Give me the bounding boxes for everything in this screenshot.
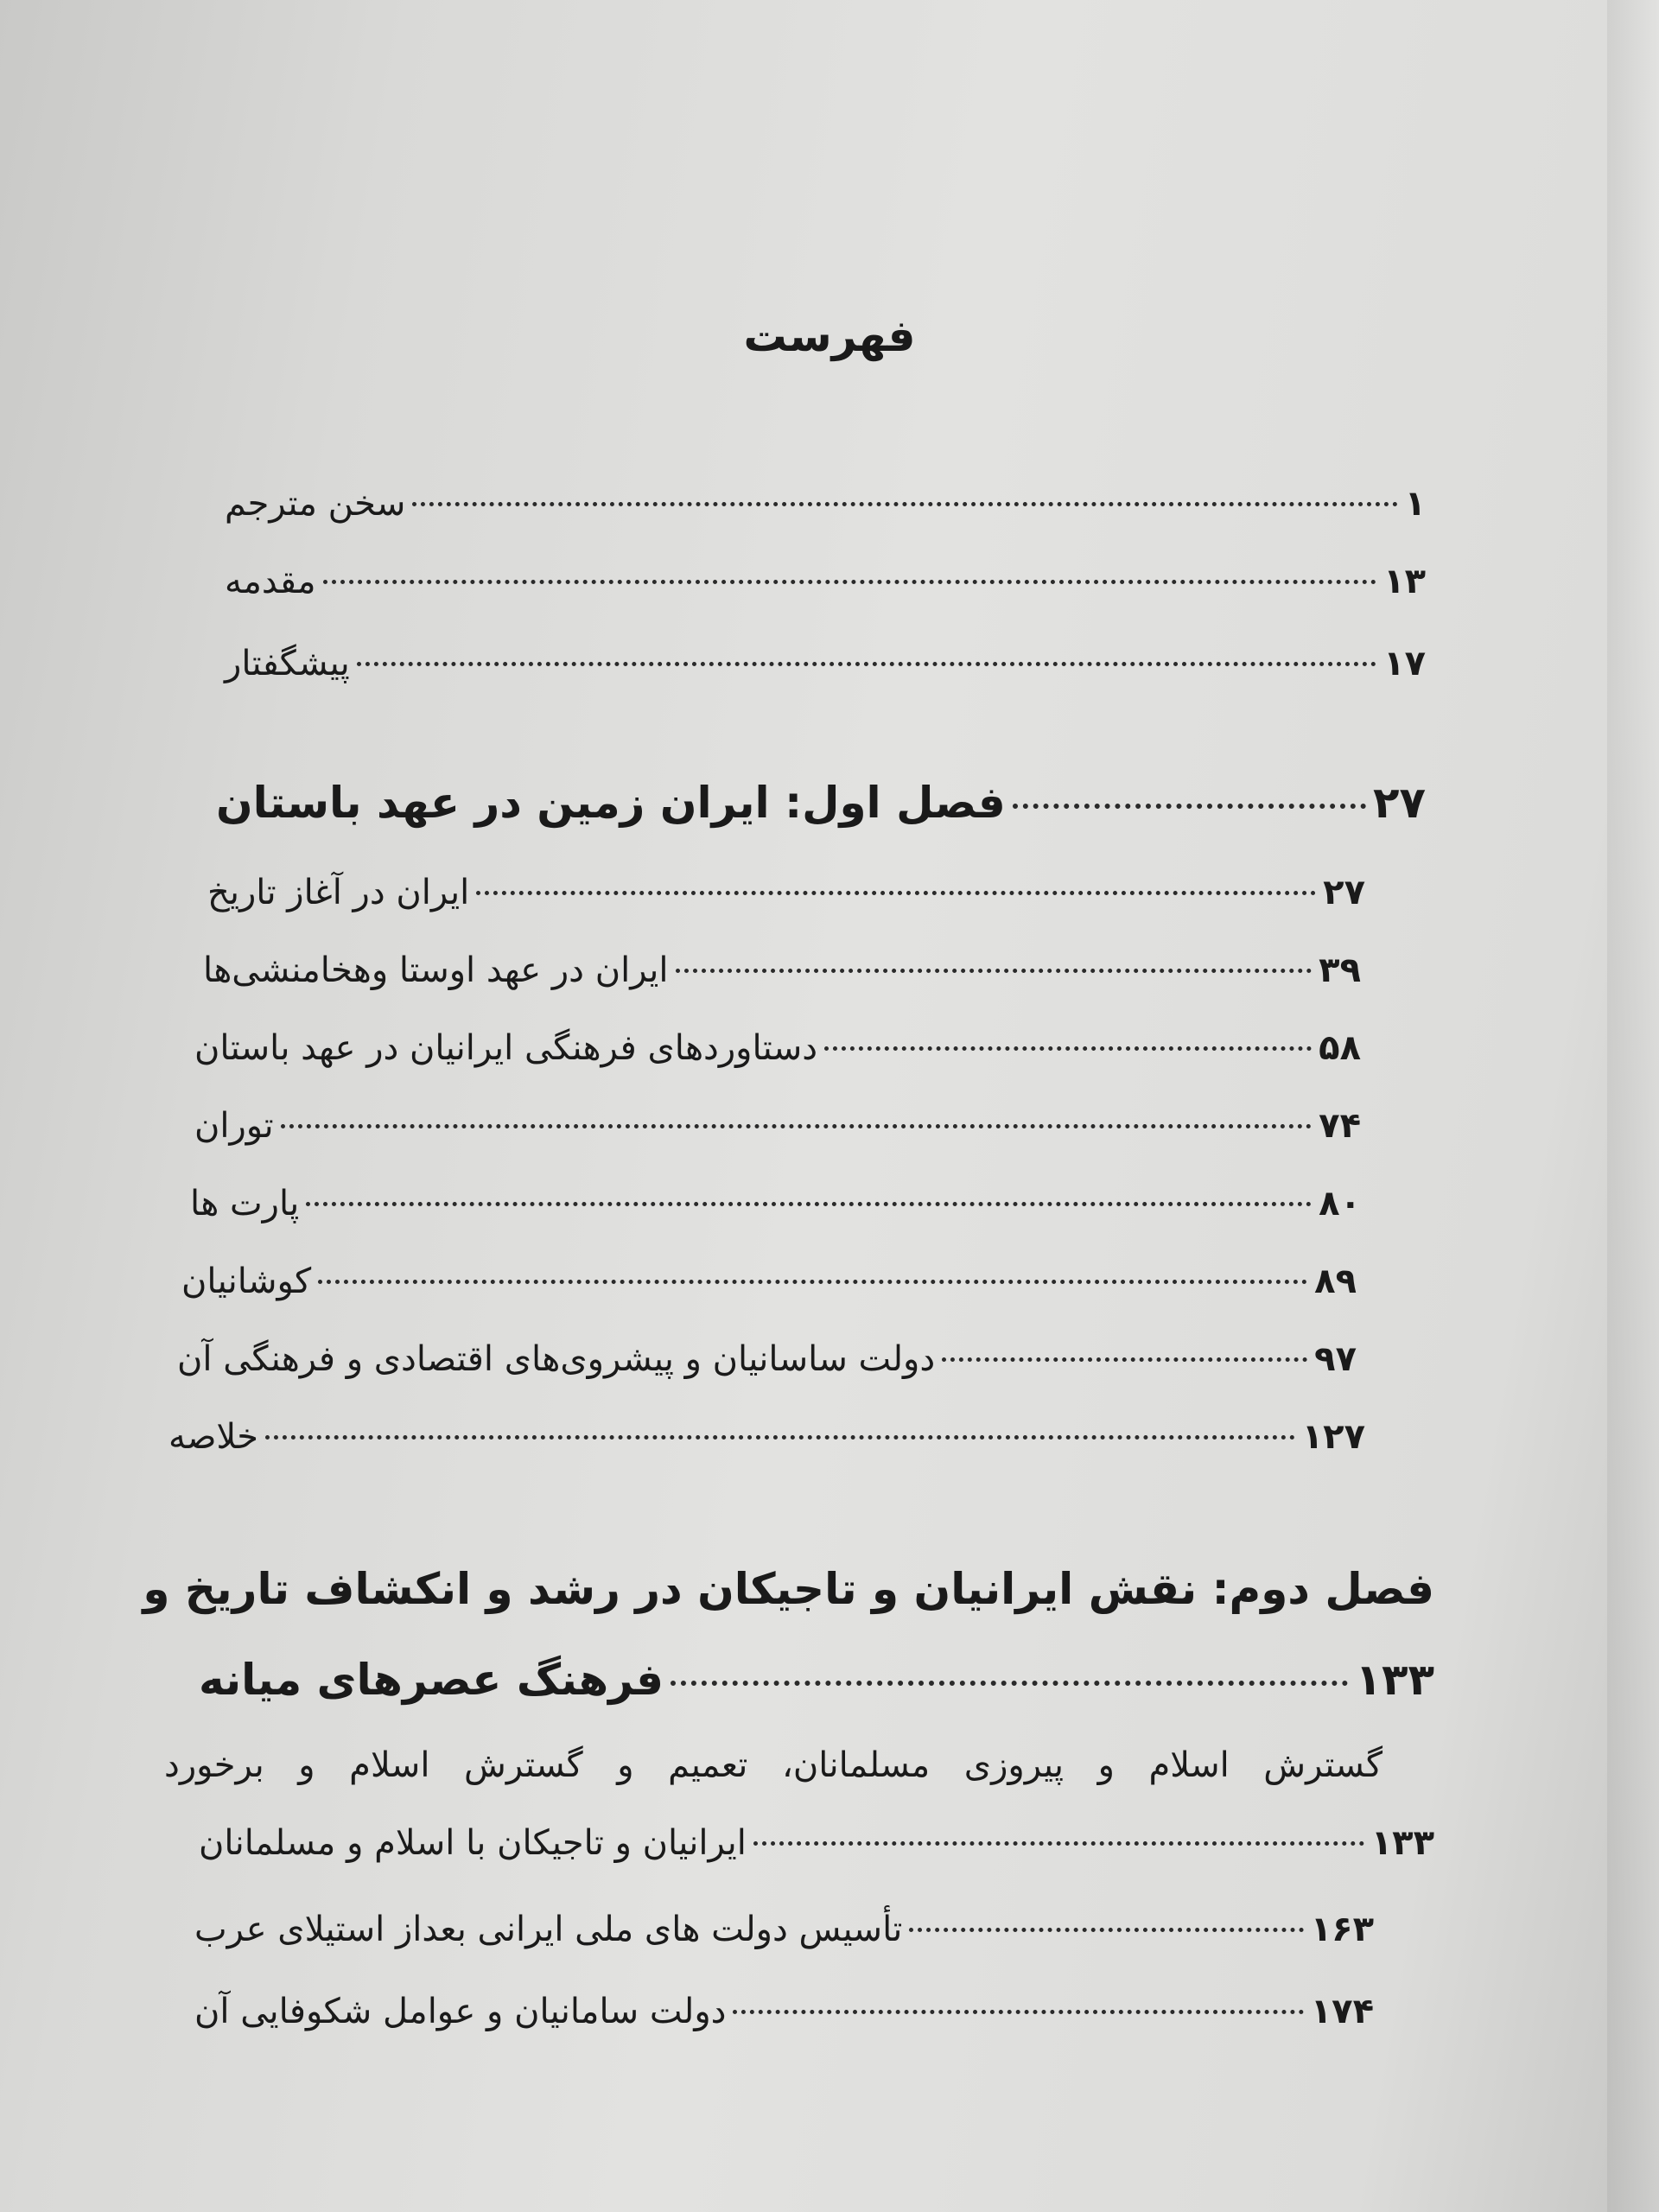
toc-entry-translator-note [225, 484, 1426, 524]
leader-dots [281, 1124, 1313, 1128]
toc-entry-preface [225, 644, 1426, 683]
section-label: ایران در عهد اوستا وهخامنشی‌ها [203, 950, 669, 990]
section-page: ۱۷۴ [1310, 1992, 1374, 2031]
leader-dots [323, 580, 1377, 584]
toc-section [168, 1417, 1365, 1457]
section-label: خلاصه [168, 1417, 259, 1457]
leader-dots [733, 2010, 1303, 2014]
leader-dots [753, 1841, 1364, 1846]
entry-page: ۱۷ [1383, 644, 1426, 683]
section-label: دولت سامانیان و عوامل شکوفایی آن [194, 1992, 727, 2031]
leader-dots [265, 1435, 1295, 1440]
section-page: ۸۰ [1319, 1184, 1361, 1224]
entry-label: مقدمه [225, 562, 316, 601]
chapter-2-title-line-1: فصل دوم: نقش ایرانیان و تاجیکان در رشد و انکشاف تاریخ و [143, 1564, 1434, 1614]
section-label: دولت ساسانیان و پیشروی‌های اقتصادی و فرهنگی آن [177, 1339, 936, 1379]
show-through-texture [259, 52, 1469, 1348]
toc-section [207, 873, 1365, 912]
chapter-title: فرهنگ عصرهای میانه [199, 1655, 664, 1705]
section-page: ۹۷ [1314, 1339, 1357, 1379]
leader-dots [909, 1928, 1303, 1932]
entry-page: ۱ [1404, 484, 1426, 524]
toc-entry-introduction [225, 562, 1426, 601]
section-label-line-1: گسترش اسلام و پیروزی مسلمانان، تعمیم و گسترش اسلام و برخورد [164, 1745, 1382, 1785]
section-label: ایران در آغاز تاریخ [207, 873, 470, 912]
section-page: ۸۹ [1314, 1262, 1357, 1301]
toc-section [203, 950, 1361, 990]
chapter-page: ۱۳۳ [1355, 1655, 1434, 1705]
leader-dots [476, 891, 1316, 895]
toc-section [194, 1910, 1374, 1949]
toc-section [181, 1262, 1357, 1301]
leader-dots [824, 1046, 1312, 1051]
toc-chapter-1 [216, 778, 1426, 828]
leader-dots [357, 662, 1376, 666]
section-label: ایرانیان و تاجیکان با اسلام و مسلمانان [199, 1823, 747, 1863]
section-label: کوشانیان [181, 1262, 312, 1301]
section-page: ۱۶۳ [1310, 1910, 1374, 1949]
toc-section [199, 1823, 1434, 1863]
section-page: ۱۲۷ [1301, 1417, 1365, 1457]
entry-page: ۱۳ [1383, 562, 1426, 601]
entry-label: سخن مترجم [225, 484, 406, 524]
section-page: ۲۷ [1323, 873, 1365, 912]
toc-title: فهرست [743, 311, 916, 361]
section-label: پارت ها [190, 1184, 300, 1224]
section-label: تأسیس دولت های ملی ایرانی بعداز استیلای عرب [194, 1910, 903, 1949]
leader-dots [671, 1681, 1348, 1686]
toc-section [194, 1992, 1374, 2031]
toc-chapter-2 [199, 1655, 1434, 1705]
section-page: ۱۳۳ [1370, 1823, 1434, 1863]
section-label: دستاوردهای فرهنگی ایرانیان در عهد باستان [194, 1028, 818, 1068]
section-page: ۳۹ [1319, 950, 1361, 990]
toc-section [194, 1028, 1361, 1068]
leader-dots [306, 1202, 1312, 1206]
toc-section [194, 1106, 1361, 1146]
section-page: ۵۸ [1319, 1028, 1361, 1068]
leader-dots [676, 969, 1313, 973]
toc-section [190, 1184, 1361, 1224]
toc-section [177, 1339, 1357, 1379]
section-page: ۷۴ [1319, 1106, 1361, 1146]
chapter-page: ۲۷ [1372, 778, 1426, 828]
leader-dots [942, 1357, 1307, 1362]
entry-label: پیشگفتار [225, 644, 350, 683]
leader-dots [318, 1280, 1307, 1284]
chapter-title: فصل اول: ایران زمین در عهد باستان [216, 778, 1006, 828]
leader-dots [1013, 804, 1366, 809]
leader-dots [412, 502, 1397, 506]
section-label: توران [194, 1106, 274, 1146]
